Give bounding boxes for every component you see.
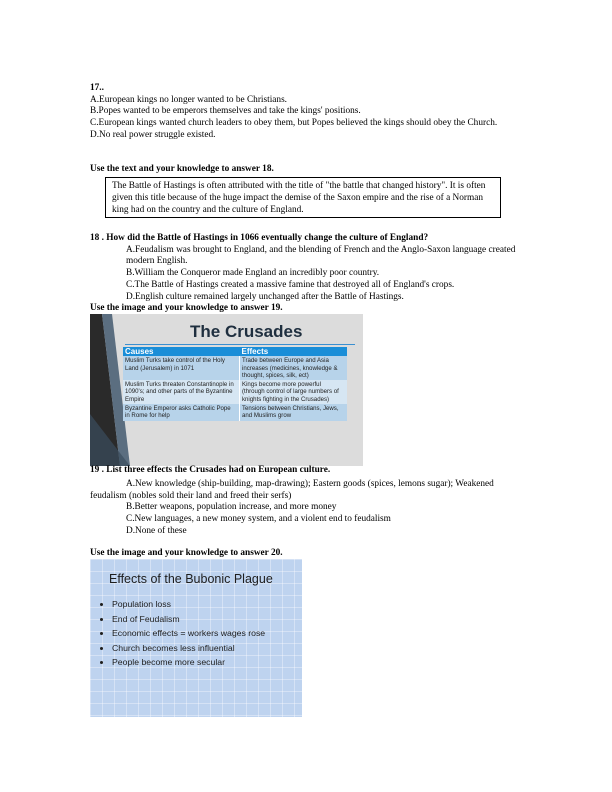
effect-cell: Trade between Europe and Asia increases (medicines, knowledge & thought, spices, silk, ect) [240,356,348,380]
hastings-passage-box [105,177,501,218]
q19-prompt: Use the image and your knowledge to answer 19. [90,303,283,313]
effect-cell: Kings become more powerful (through control of large numbers of knights fighting in the Crusades) [240,380,348,404]
q19-option-b: B.Better weapons, population increase, and more money [126,502,337,513]
question-18-text: 18 . How did the Battle of Hastings in 1066 eventually change the culture of England? [90,233,429,243]
q17-option-b: B.Popes wanted to be emperors themselves and take the kings' positions. [90,106,361,117]
question-19-text: 19 . List three effects the Crusades had on European culture. [90,465,331,475]
cause-cell: Muslim Turks threaten Constantinople in 1090's; and other parts of the Byzantine Empire [123,380,240,404]
question-19 [90,479,530,538]
cause-cell: Muslim Turks take control of the Holy Land (Jerusalem) in 1071 [123,356,240,380]
q17-option-d: D.No real power struggle existed. [90,129,216,140]
q19-option-d: D.None of these [126,525,187,536]
table-row [123,380,347,404]
crusades-slide-image [90,314,363,466]
q18-prompt: Use the text and your knowledge to answer 18. [90,164,274,174]
q17-option-a: A.European kings no longer wanted to be Christians. [90,94,288,105]
list-item: • Church becomes less influential [112,641,265,656]
q18-option-c: C.The Battle of Hastings created a massive famine that destroyed all of England's crops. [126,279,455,290]
list-item: • Economic effects = workers wages rose [112,626,265,641]
table-row [123,356,347,380]
causes-header: Causes [123,347,240,356]
title-underline [125,344,355,345]
plague-title: Effects of the Bubonic Plague [109,572,273,586]
hastings-passage-text: The Battle of Hastings is often attributed with the title of "the battle that changed history". It is often given this title because of the huge impact the demise of the Saxon empire and the rise of a Norman king had on the country and the culture of England. [112,181,486,216]
question-17 [90,83,510,142]
q18-option-a: A.Feudalism was brought to England, and the blending of French and the Anglo-Saxon language created modern English. [126,244,516,267]
causes-effects-table [123,347,347,421]
question-17-number: 17.. [90,83,104,93]
crusades-title: The Crusades [190,322,303,341]
q18-option-b: B.William the Conqueror made England an incredibly poor country. [126,268,380,279]
plague-slide-image [90,559,302,717]
list-item: • People become more secular [112,655,265,670]
q20-prompt: Use the image and your knowledge to answer 20. [90,548,283,558]
q17-option-c: C.European kings wanted church leaders to obey them, but Popes believed the kings should obey the Church. [90,118,498,129]
list-item: • Population loss [112,597,265,612]
cause-cell: Byzantine Emperor asks Catholic Pope in Rome for help [123,404,240,421]
list-item: • End of Feudalism [112,612,265,627]
q19-option-a: A.New knowledge (ship-building, map-drawing); Eastern goods (spices, lemons sugar); Weakened feudalism (nobles sold their land and freed their serfs) [90,479,494,501]
plague-effects-list [100,597,265,670]
table-row [123,404,347,421]
question-18 [90,233,520,303]
q19-option-c: C.New languages, a new money system, and a violent end to feudalism [126,514,391,525]
q18-option-d: D.English culture remained largely unchanged after the Battle of Hastings. [126,291,404,302]
effects-header: Effects [240,347,348,356]
effect-cell: Tensions between Christians, Jews, and Muslims grow [240,404,348,421]
